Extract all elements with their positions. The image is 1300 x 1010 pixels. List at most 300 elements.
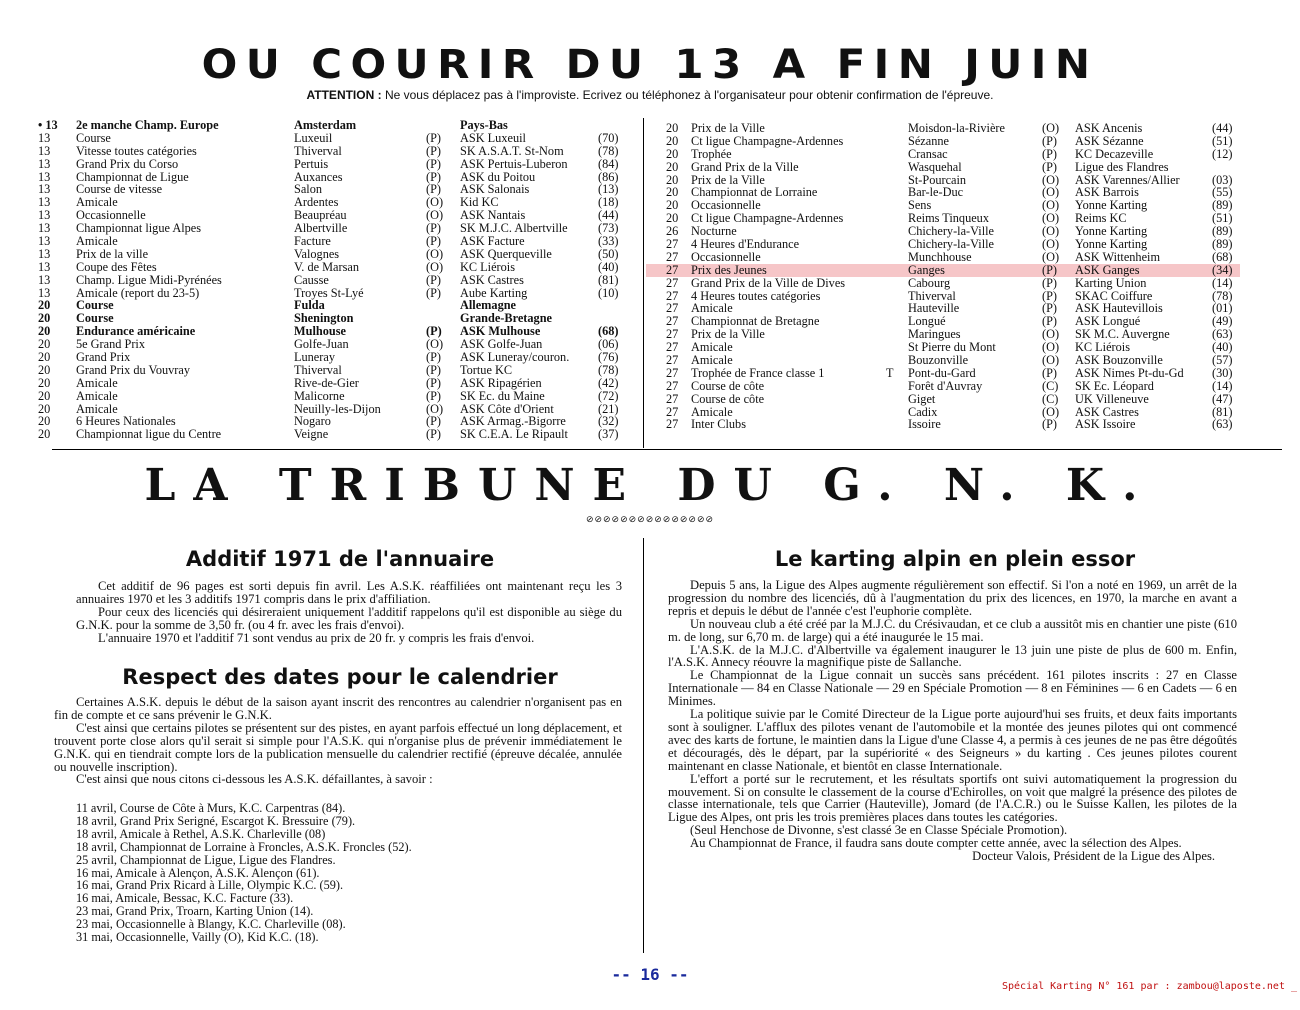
race-type: (O) xyxy=(1042,224,1060,239)
race-place: Thiverval xyxy=(908,288,956,303)
race-row xyxy=(38,132,628,145)
race-place: Sens xyxy=(908,198,932,213)
race-place: Veigne xyxy=(294,427,329,442)
race-type: (P) xyxy=(1042,288,1058,303)
race-club: Ligue des Flandres xyxy=(1075,159,1169,174)
heading-additif: Additif 1971 de l'annuaire xyxy=(185,547,495,571)
race-row xyxy=(646,393,1240,406)
race-dept: (33) xyxy=(598,234,619,249)
race-club: ASK du Poitou xyxy=(460,169,536,184)
race-place: Thiverval xyxy=(294,143,342,158)
race-name: Trophée de France classe 1 xyxy=(691,365,825,380)
race-club: SK C.E.A. Le Ripault xyxy=(460,427,568,442)
list-item: 25 avril, Championnat de Ligue, Ligue des Flandres. xyxy=(76,852,336,867)
race-type: (O) xyxy=(426,195,444,210)
race-club: ASK Côte d'Orient xyxy=(460,401,554,416)
race-row xyxy=(38,261,628,274)
race-club: ASK Mulhouse xyxy=(460,324,541,339)
race-name: Ct ligue Champagne-Ardennes xyxy=(691,211,844,226)
race-mark: 13 xyxy=(38,182,51,197)
race-place: Beaupréau xyxy=(294,208,347,223)
race-type: (P) xyxy=(1042,314,1058,329)
race-type: (C) xyxy=(1042,391,1059,406)
race-name: Prix de la ville xyxy=(76,246,149,261)
race-name: Prix de la Ville xyxy=(691,172,765,187)
race-club: SK A.S.A.T. St-Nom xyxy=(460,143,564,158)
race-mark: 20 xyxy=(666,159,679,174)
race-place: Ganges xyxy=(908,262,945,277)
race-row xyxy=(646,135,1240,148)
section-divider xyxy=(52,449,1282,450)
race-name: Grand Prix xyxy=(76,350,131,365)
race-club: ASK Facture xyxy=(460,234,525,249)
race-club: ASK Pertuis-Luberon xyxy=(460,156,568,171)
race-place: V. de Marsan xyxy=(294,259,360,274)
race-place: Moisdon-la-Rivière xyxy=(908,121,1005,135)
race-row xyxy=(38,274,628,287)
race-name: Amicale xyxy=(691,353,733,368)
race-mark: • 13 xyxy=(38,118,58,132)
race-place: Valognes xyxy=(294,246,340,261)
race-name: Amicale xyxy=(691,340,733,355)
race-name: 6 Heures Nationales xyxy=(76,414,176,429)
race-type: (O) xyxy=(1042,237,1060,252)
race-place: Forêt d'Auvray xyxy=(908,378,983,393)
race-club: ASK Luneray/couron. xyxy=(460,350,570,365)
race-mark: 27 xyxy=(666,288,679,303)
race-dept: (10) xyxy=(598,285,619,300)
race-dept: (40) xyxy=(598,259,619,274)
race-club: KC Decazeville xyxy=(1075,146,1154,161)
race-name: Course de vitesse xyxy=(76,182,163,197)
race-club: Yonne Karting xyxy=(1075,237,1148,252)
race-dept: (32) xyxy=(598,414,619,429)
race-club: SKAC Coiffure xyxy=(1075,288,1153,303)
race-type: (P) xyxy=(426,362,442,377)
race-name: Championnat ligue du Centre xyxy=(76,427,222,442)
race-dept: (68) xyxy=(1212,249,1233,264)
race-place: Wasquehal xyxy=(908,159,962,174)
race-name: Championnat de Bretagne xyxy=(691,314,820,329)
race-name: Nocturne xyxy=(691,224,737,239)
race-mark: 20 xyxy=(38,311,51,326)
paragraph: Le Championnat de la Ligue connait un succès sans précédent. 161 pilotes inscrits : 27 en Classe Internationale — 84 en Classe Nationale — 29 en Spéciale Promotion — 8 en Féminines — 6 en Cadets — 6 en Minimes. xyxy=(668,668,1237,709)
race-mark: 13 xyxy=(38,169,51,184)
list-item: 11 avril, Course de Côte à Murs, K.C. Carpentras (84). xyxy=(76,801,346,815)
race-row xyxy=(646,418,1240,431)
race-mark: 20 xyxy=(38,427,51,442)
race-club: ASK Ripagérien xyxy=(460,375,542,390)
race-type: (P) xyxy=(1042,146,1058,161)
race-type: (P) xyxy=(426,156,442,171)
race-mark: 20 xyxy=(666,211,679,226)
race-club: SK Ec. du Maine xyxy=(460,388,545,403)
list-item: 18 avril, Grand Prix Serigné, Escargot K. Bressuire (79). xyxy=(76,813,356,828)
race-row xyxy=(646,161,1240,174)
race-place: Amsterdam xyxy=(294,118,357,132)
race-name: Amicale xyxy=(691,404,733,419)
paragraph: Pour ceux des licenciés qui désireraient uniquement l'additif rappelons qu'il est disponible au siège du G.N.K. pour la somme de 3,50 fr. (ou 4 fr. avec les frais d'envoi). xyxy=(76,604,622,632)
race-type: (P) xyxy=(426,143,442,158)
race-row xyxy=(38,287,628,300)
race-type: (P) xyxy=(1042,417,1058,432)
race-name: 2e manche Champ. Europe xyxy=(76,118,219,132)
list-item: 18 avril, Amicale à Rethel, A.S.K. Charleville (08) xyxy=(76,826,326,841)
race-dept: (76) xyxy=(598,350,619,365)
race-name: Amicale xyxy=(76,388,118,403)
race-club: ASK Salonais xyxy=(460,182,530,197)
race-place: Rive-de-Gier xyxy=(294,375,359,390)
race-name: Prix des Jeunes xyxy=(691,262,767,277)
race-dept: (14) xyxy=(1212,378,1233,393)
race-mark: 27 xyxy=(666,314,679,329)
race-club: SK Ec. Léopard xyxy=(1075,378,1154,393)
race-dept: (63) xyxy=(1212,327,1233,342)
race-place: Salon xyxy=(294,182,323,197)
race-name: Amicale xyxy=(76,234,118,249)
race-type: (P) xyxy=(426,414,442,429)
race-row xyxy=(38,119,628,132)
paragraph: Depuis 5 ans, la Ligue des Alpes augmente régulièrement son effectif. Si l'on a noté en 1969, un arrêt de la progression du nombre des licenciés, dû à l'augmentation du prix des licences, en 1970, la marche en avant a repris et depuis le début de l'année c'est l'euphorie complète. xyxy=(668,578,1237,618)
race-name: Inter Clubs xyxy=(691,417,746,432)
race-type: (P) xyxy=(426,272,442,287)
attention-label: ATTENTION : xyxy=(306,88,382,102)
paragraph: (Seul Henchose de Divonne, s'est classé 3e en Classe Spéciale Promotion). xyxy=(690,823,1068,838)
article-karting-alpin xyxy=(668,579,1237,863)
race-place: Bouzonville xyxy=(908,353,969,368)
race-row xyxy=(646,354,1240,367)
race-mark: 20 xyxy=(666,198,679,213)
race-place: Nogaro xyxy=(294,414,331,429)
race-dept: (13) xyxy=(598,182,619,197)
race-place: Luxeuil xyxy=(294,130,333,145)
race-club: UK Villeneuve xyxy=(1075,391,1149,406)
race-row xyxy=(38,248,628,261)
race-name: Grand Prix du Corso xyxy=(76,156,179,171)
race-mark: 27 xyxy=(666,237,679,252)
race-mark: 27 xyxy=(666,301,679,316)
paragraph: Au Championnat de France, il faudra sans doute compter cette année, avec la sélection des Alpes. xyxy=(690,836,1182,851)
race-mark: 20 xyxy=(666,172,679,187)
race-name: Ct ligue Champagne-Ardennes xyxy=(691,133,844,148)
page-title: OU COURIR DU 13 A FIN JUIN xyxy=(201,42,1099,88)
race-club: ASK Nantais xyxy=(460,208,526,223)
race-name: Occasionnelle xyxy=(691,249,761,264)
paragraph: Certaines A.S.K. depuis le début de la saison ayant inscrit des rencontres au calendrier n'organisent pas en fin de compte et ce sans prévenir le G.N.K. xyxy=(54,695,622,722)
race-name: Champ. Ligue Midi-Pyrénées xyxy=(76,272,222,287)
race-name: Course de côte xyxy=(691,391,765,406)
race-t: T xyxy=(886,365,894,380)
race-mark: 27 xyxy=(666,378,679,393)
race-name: Vitesse toutes catégories xyxy=(76,143,197,158)
race-dept: (47) xyxy=(1212,391,1233,406)
race-name: Coupe des Fêtes xyxy=(76,259,157,274)
race-type: (O) xyxy=(426,208,444,223)
race-mark: 20 xyxy=(666,133,679,148)
race-name: Championnat ligue Alpes xyxy=(76,221,202,236)
race-mark: 20 xyxy=(666,146,679,161)
race-name: Grand Prix du Vouvray xyxy=(76,362,190,377)
race-place: Malicorne xyxy=(294,388,345,403)
race-place: Chichery-la-Ville xyxy=(908,224,994,239)
race-club: ASK Castres xyxy=(460,272,524,287)
signature: Docteur Valois, Président de la Ligue des Alpes. xyxy=(972,849,1215,864)
list-item: 16 mai, Grand Prix Ricard à Lille, Olympic K.C. (59). xyxy=(76,878,344,893)
race-place: Thiverval xyxy=(294,362,342,377)
race-name: 4 Heures toutes catégories xyxy=(691,288,821,303)
race-name: Amicale xyxy=(76,375,118,390)
list-item: 23 mai, Occasionnelle à Blangy, K.C. Charleville (08). xyxy=(76,917,346,932)
race-dept: (03) xyxy=(1212,172,1233,187)
race-place: Pertuis xyxy=(294,156,329,171)
paragraph: L'annuaire 1970 et l'additif 71 sont vendus au prix de 20 fr. y compris les frais d'envoi. xyxy=(98,630,535,645)
race-name: Endurance américaine xyxy=(76,324,196,339)
race-place: St-Pourcain xyxy=(908,172,967,187)
race-name: 4 Heures d'Endurance xyxy=(691,237,800,252)
paragraph: La politique suivie par le Comité Directeur de la Ligue porte aujourd'hui ses fruits, et deux faits importants sont à souligner. L'afflux des pilotes venant de l'automobile et la montée des jeunes pilotes qui ont commencé avec des karts de fortune, le maintien dans la Ligue d'une Classe 4, a permis à ces jeunes de ne pas être dégoûtés et découragés, dès le départ, par la supériorité « des Seigneurs » du karting . Ces jeunes pilotes courent maintenant en classe Nationale, et bientôt en classe Internationale. xyxy=(668,707,1237,773)
race-type: (O) xyxy=(1042,340,1060,355)
race-mark: 27 xyxy=(666,249,679,264)
race-type: (P) xyxy=(1042,262,1058,277)
race-dept: (12) xyxy=(1212,146,1233,161)
race-club: SK M.J.C. Albertville xyxy=(460,221,568,236)
race-dept: (70) xyxy=(598,130,619,145)
race-dept: (78) xyxy=(598,143,619,158)
race-mark: 27 xyxy=(666,340,679,355)
race-place: Neuilly-les-Dijon xyxy=(294,401,381,416)
race-place: Sézanne xyxy=(908,133,949,148)
race-mark: 20 xyxy=(38,362,51,377)
race-club: ASK Castres xyxy=(1075,404,1139,419)
race-place: Munchhouse xyxy=(908,249,972,264)
race-club: KC Liérois xyxy=(460,259,515,274)
race-row xyxy=(38,235,628,248)
race-dept: (49) xyxy=(1212,314,1233,329)
race-mark: 20 xyxy=(38,401,51,416)
race-place: Fulda xyxy=(294,298,325,313)
race-dept: (44) xyxy=(1212,121,1233,135)
race-mark: 27 xyxy=(666,417,679,432)
race-mark: 27 xyxy=(666,365,679,380)
race-club: Karting Union xyxy=(1075,275,1147,290)
race-row xyxy=(38,390,628,403)
race-dept: (14) xyxy=(1212,275,1233,290)
race-place: Giget xyxy=(908,391,936,406)
race-type: (O) xyxy=(1042,172,1060,187)
race-name: 5e Grand Prix xyxy=(76,337,145,352)
race-club: ASK Luxeuil xyxy=(460,130,526,145)
race-club: ASK Hautevillois xyxy=(1075,301,1163,316)
race-mark: 20 xyxy=(38,324,51,339)
race-club: SK M.C. Auvergne xyxy=(1075,327,1170,342)
race-mark: 20 xyxy=(666,185,679,200)
race-club: ASK Nimes Pt-du-Gd xyxy=(1075,365,1184,380)
race-club: Tortue KC xyxy=(460,362,513,377)
race-row xyxy=(38,158,628,171)
race-type: (P) xyxy=(1042,301,1058,316)
race-row xyxy=(646,238,1240,251)
race-place: Chichery-la-Ville xyxy=(908,237,994,252)
race-dept: (57) xyxy=(1212,353,1233,368)
race-row xyxy=(38,364,628,377)
race-type: (O) xyxy=(426,337,444,352)
race-dept: (89) xyxy=(1212,198,1233,213)
race-calendar-left xyxy=(38,119,628,441)
race-club: ASK Golfe-Juan xyxy=(460,337,543,352)
race-name: Grand Prix de la Ville xyxy=(691,159,799,174)
race-dept: (68) xyxy=(598,324,619,339)
list-item: 16 mai, Amicale à Alençon, A.S.K. Alençon (61). xyxy=(76,865,320,880)
race-dept: (81) xyxy=(1212,404,1233,419)
race-mark: 13 xyxy=(38,234,51,249)
race-place: Cransac xyxy=(908,146,948,161)
race-dept: (72) xyxy=(598,388,619,403)
race-place: Luneray xyxy=(294,350,335,365)
race-name: Amicale xyxy=(76,401,118,416)
race-mark: 20 xyxy=(38,298,51,313)
race-dept: (81) xyxy=(598,272,619,287)
race-mark: 20 xyxy=(38,337,51,352)
list-item: 16 mai, Amicale, Bessac, K.C. Facture (33). xyxy=(76,891,294,906)
race-calendar-right xyxy=(646,122,1240,431)
race-dept: (51) xyxy=(1212,133,1233,148)
race-dept: (89) xyxy=(1212,224,1233,239)
race-name: Grand Prix de la Ville de Dives xyxy=(691,275,846,290)
attention-notice xyxy=(0,88,1300,102)
race-club: ASK Ancenis xyxy=(1075,121,1143,135)
race-dept: (21) xyxy=(598,401,619,416)
race-dept: (06) xyxy=(598,337,619,352)
paragraph: C'est ainsi que nous citons ci-dessous les A.S.K. défaillantes, à savoir : xyxy=(76,772,433,787)
race-club: Yonne Karting xyxy=(1075,224,1148,239)
race-dept: (55) xyxy=(1212,185,1233,200)
race-type: (P) xyxy=(426,375,442,390)
race-mark: 13 xyxy=(38,246,51,261)
race-dept: (51) xyxy=(1212,211,1233,226)
race-row xyxy=(38,428,628,441)
race-dept: (84) xyxy=(598,156,619,171)
race-name: Amicale xyxy=(691,301,733,316)
race-mark: 27 xyxy=(666,262,679,277)
race-mark: 20 xyxy=(38,375,51,390)
race-type: (C) xyxy=(1042,378,1059,393)
race-type: (P) xyxy=(426,427,442,442)
race-club: ASK Ganges xyxy=(1075,262,1140,277)
race-dept: (89) xyxy=(1212,237,1233,252)
race-type: (P) xyxy=(426,182,442,197)
race-place: Facture xyxy=(294,234,331,249)
race-place: Cadix xyxy=(908,404,938,419)
race-place: Issoire xyxy=(908,417,941,432)
race-place: Bar-le-Duc xyxy=(908,185,964,200)
race-mark: 13 xyxy=(38,156,51,171)
list-item: 23 mai, Grand Prix, Troarn, Karting Union (14). xyxy=(76,904,314,919)
race-row xyxy=(646,148,1240,161)
race-mark: 13 xyxy=(38,285,51,300)
race-dept: (34) xyxy=(1212,262,1233,277)
race-name: Prix de la Ville xyxy=(691,327,765,342)
paragraph: C'est ainsi que certains pilotes se présentent sur des pistes, en ayant parfois effectué un long déplacement, et trouvent porte close alors qu'il serait si simple pour l'A.S.K. qui n'organise plus de prévenir immédiatement le G.N.K. qui en tiendrait compte lors de la publication mensuelle du calendrier rectifié (épreuve décalée, annulée ou nouvelle inscription). xyxy=(54,720,622,774)
race-type: (O) xyxy=(1042,185,1060,200)
race-dept: (78) xyxy=(598,362,619,377)
race-place: Auxances xyxy=(294,169,343,184)
race-place: Golfe-Juan xyxy=(294,337,349,352)
race-row xyxy=(646,367,1240,380)
race-club: ASK Longué xyxy=(1075,314,1141,329)
race-place: Maringues xyxy=(908,327,961,342)
race-name: Trophée xyxy=(691,146,732,161)
race-row xyxy=(646,122,1240,135)
race-mark: 26 xyxy=(666,224,679,239)
race-name: Occasionnelle xyxy=(76,208,146,223)
heading-karting-alpin: Le karting alpin en plein essor xyxy=(774,547,1136,571)
race-mark: 20 xyxy=(38,350,51,365)
race-type: (O) xyxy=(426,259,444,274)
race-dept: (44) xyxy=(598,208,619,223)
race-mark: 13 xyxy=(38,221,51,236)
race-type: (P) xyxy=(426,285,442,300)
race-club: Kid KC xyxy=(460,195,499,210)
race-club: ASK Barrois xyxy=(1075,185,1139,200)
race-club: Yonne Karting xyxy=(1075,198,1148,213)
paragraph: Cet additif de 96 pages est sorti depuis fin avril. Les A.S.K. réaffiliées ont maintenant reçu les 3 annuaires 1970 et les 3 additifs 1971 compris dans le prix d'affiliation. xyxy=(76,579,622,606)
race-name: Course de côte xyxy=(691,378,765,393)
race-type: (O) xyxy=(1042,198,1060,213)
article-respect-dates xyxy=(54,696,622,786)
race-row xyxy=(646,277,1240,290)
paragraph: Un nouveau club a été créé par la M.J.C. du Crésivaudan, et ce club a aussitôt mis en chantier une piste (610 m. de long, sur 6,70 m. de large) qui a été inaugurée le 15 mai. xyxy=(668,616,1237,644)
list-item: 31 mai, Occasionnelle, Vailly (O), Kid K.C. (18). xyxy=(76,930,319,945)
race-club: Pays-Bas xyxy=(460,118,508,132)
race-type: (P) xyxy=(426,234,442,249)
race-type: (P) xyxy=(426,169,442,184)
race-place: Ardentes xyxy=(294,195,339,210)
race-mark: 27 xyxy=(666,404,679,419)
race-type: (O) xyxy=(426,401,444,416)
race-place: Troyes St-Lyé xyxy=(294,285,364,300)
race-club: ASK Wittenheim xyxy=(1075,249,1161,264)
race-name: Amicale xyxy=(76,195,118,210)
race-type: (P) xyxy=(426,388,442,403)
race-name: Course xyxy=(76,298,114,313)
ornament-divider: ⊘⊘⊘⊘⊘⊘⊘⊘⊘⊘⊘⊘⊘⊘⊘ xyxy=(585,514,715,524)
race-name: Course xyxy=(76,130,111,145)
race-place: Cabourg xyxy=(908,275,951,290)
section-title: LA TRIBUNE DU G. N. K. xyxy=(144,460,1156,511)
race-dept: (63) xyxy=(1212,417,1233,432)
race-type: (O) xyxy=(1042,327,1060,342)
race-mark: 20 xyxy=(38,388,51,403)
article-additif xyxy=(76,580,622,645)
race-mark: 13 xyxy=(38,130,51,145)
race-place: Mulhouse xyxy=(294,324,346,339)
race-name: Championnat de Lorraine xyxy=(691,185,818,200)
race-type: (P) xyxy=(1042,365,1058,380)
race-row xyxy=(38,377,628,390)
race-mark: 20 xyxy=(666,121,679,135)
race-row xyxy=(38,222,628,235)
race-place: Pont-du-Gard xyxy=(908,365,976,380)
footer-credit: Spécial Karting N° 161 par : zambou@laposte.net _ xyxy=(1002,981,1298,992)
race-type: (O) xyxy=(1042,404,1060,419)
race-place: St Pierre du Mont xyxy=(908,340,996,355)
race-club: KC Liérois xyxy=(1075,340,1130,355)
paragraph: L'effort a porté sur le recrutement, et les résultats sportifs ont suivi automatiquement la progression du mouvement. Si on consulte le classement de la course d'Echirolles, on voit que malgré la présence des pilotes de classe internationale, tels que Carrier (Hauteville), Jomard (de l'A.C.R.) ou le Suisse Kallen, les pilotes de la Ligue des Alpes, ont pris les trois premières places dans toutes les catégories. xyxy=(668,771,1237,825)
race-place: Reims Tinqueux xyxy=(908,211,989,226)
paragraph: L'A.S.K. de la M.J.C. d'Albertville va également inaugurer le 13 juin une piste de plus de 600 m. Enfin, l'A.S.K. Annecy réouvre la magnifique piste de Sallanche. xyxy=(668,642,1237,670)
column-divider xyxy=(643,538,644,953)
race-dept: (30) xyxy=(1212,365,1233,380)
